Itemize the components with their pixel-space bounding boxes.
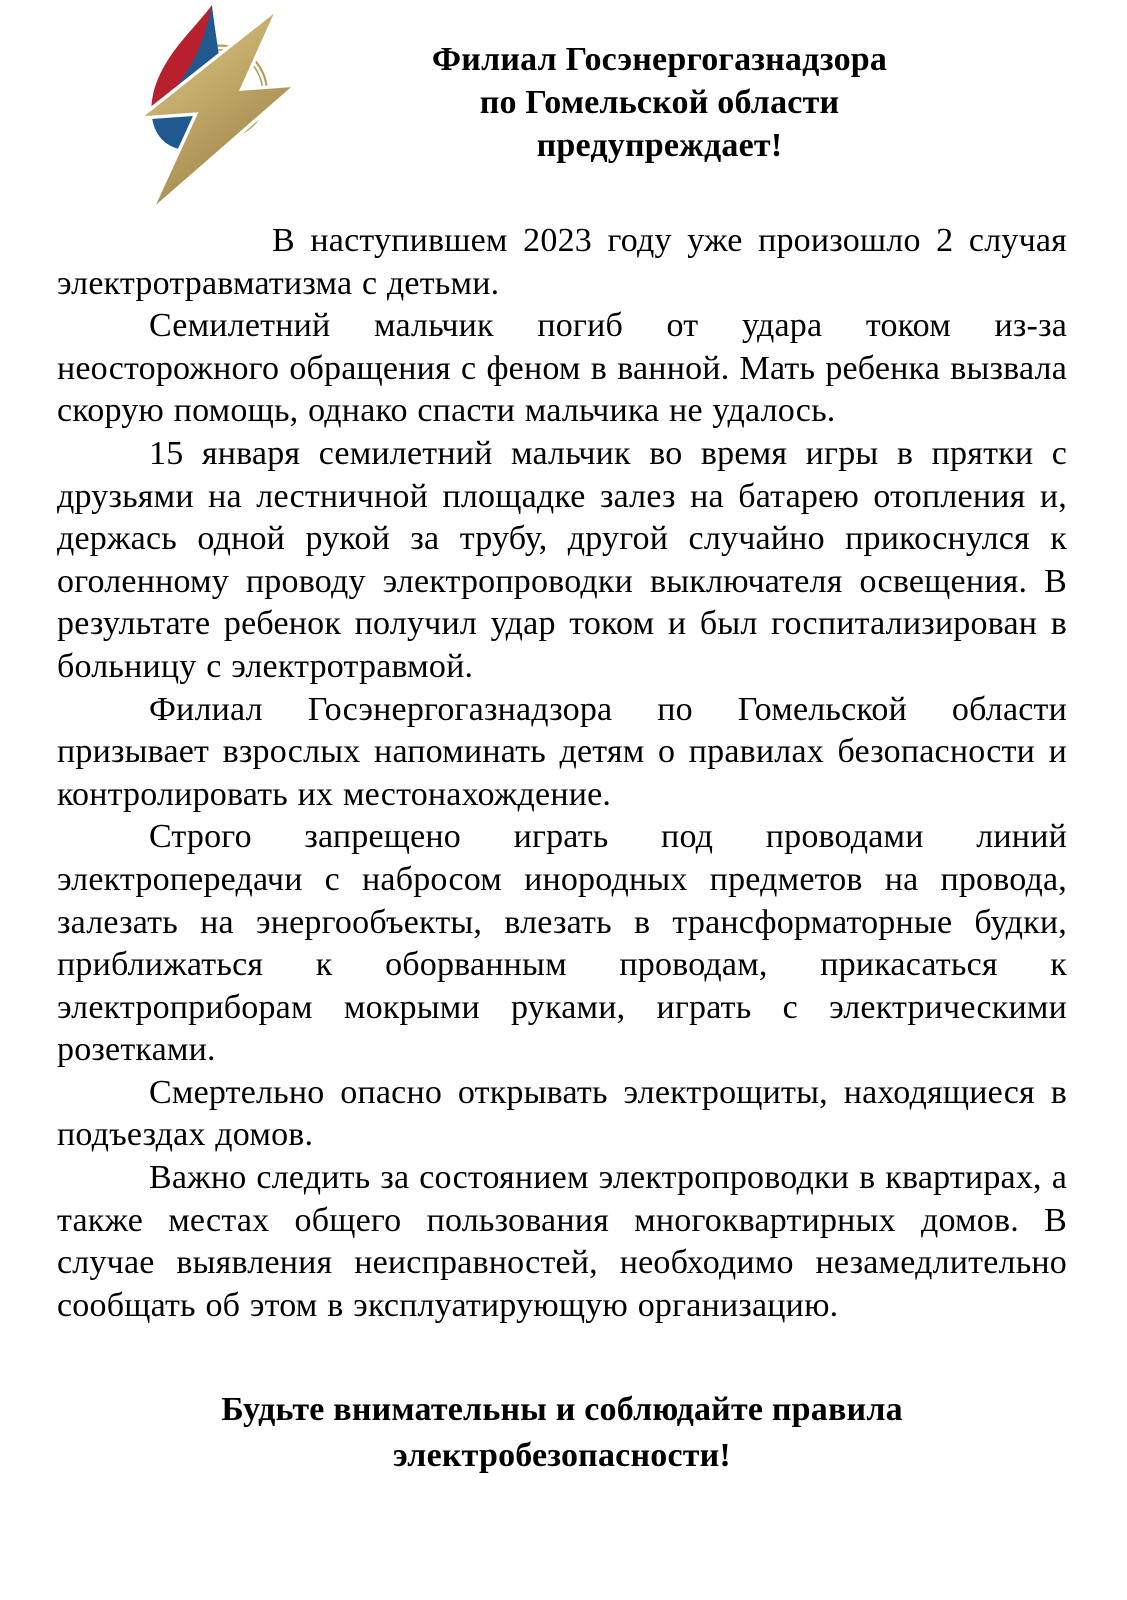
paragraph-6: Смертельно опасно открывать электрощиты, находящиеся в подъездах домов.: [57, 1073, 1067, 1154]
document-title: [252, 38, 1067, 167]
title-line-1: Филиал Госэнергогазнадзора: [431, 41, 888, 78]
footer-line-2: электробезопасности!: [393, 1437, 731, 1475]
paragraph-2: Семилетний мальчик погиб от удара током из-за неосторожного обращения с феном в ванной. Мать ребенка вызвала скорую помощь, однако спасти мальчика не удалось.: [57, 307, 1067, 430]
document-header: [57, 0, 1067, 172]
footer-line-1: Будьте внимательны и соблюдайте правила: [221, 1391, 903, 1429]
document-footer: [57, 1387, 1067, 1479]
paragraph-3: 15 января семилетний мальчик во время игры в прятки с друзьями на лестничной площадке залез на батарею отопления и, держась одной рукой за трубу, другой случайно прикоснулся к оголенному проводу электропроводки выключателя освещения. В результате ребенок получил удар током и был госпитализирован в больницу с электротравмой.: [57, 434, 1067, 685]
paragraph-5: Строго запрещено играть под проводами линий электропередачи с набросом инородных предметов на провода, залезать на энергообъекты, влезать в трансформаторные будки, приближаться к оборванным проводам, прикасаться к электроприборам мокрыми руками, играть с электрическими розетками.: [57, 818, 1067, 1069]
paragraph-4: Филиал Госэнергогазнадзора по Гомельской области призывает взрослых напоминать детям о правилах безопасности и контролировать их местонахождение.: [57, 690, 1067, 813]
paragraph-7: Важно следить за состоянием электропроводки в квартирах, а также местах общего пользования многоквартирных домов. В случае выявления неисправностей, необходимо незамедлительно сообщать об этом в эксплуатирующую организацию.: [57, 1159, 1067, 1324]
document-body: [57, 220, 1067, 1327]
paragraph-1: В наступившем 2023 году уже произошло 2 случая электротравматизма с детьми.: [57, 222, 1067, 302]
title-line-2: по Гомельской области: [479, 84, 840, 121]
organization-logo: [127, 0, 349, 218]
flame-lightning-emblem-icon: [127, 0, 349, 218]
title-line-3: предупреждает!: [536, 127, 783, 164]
